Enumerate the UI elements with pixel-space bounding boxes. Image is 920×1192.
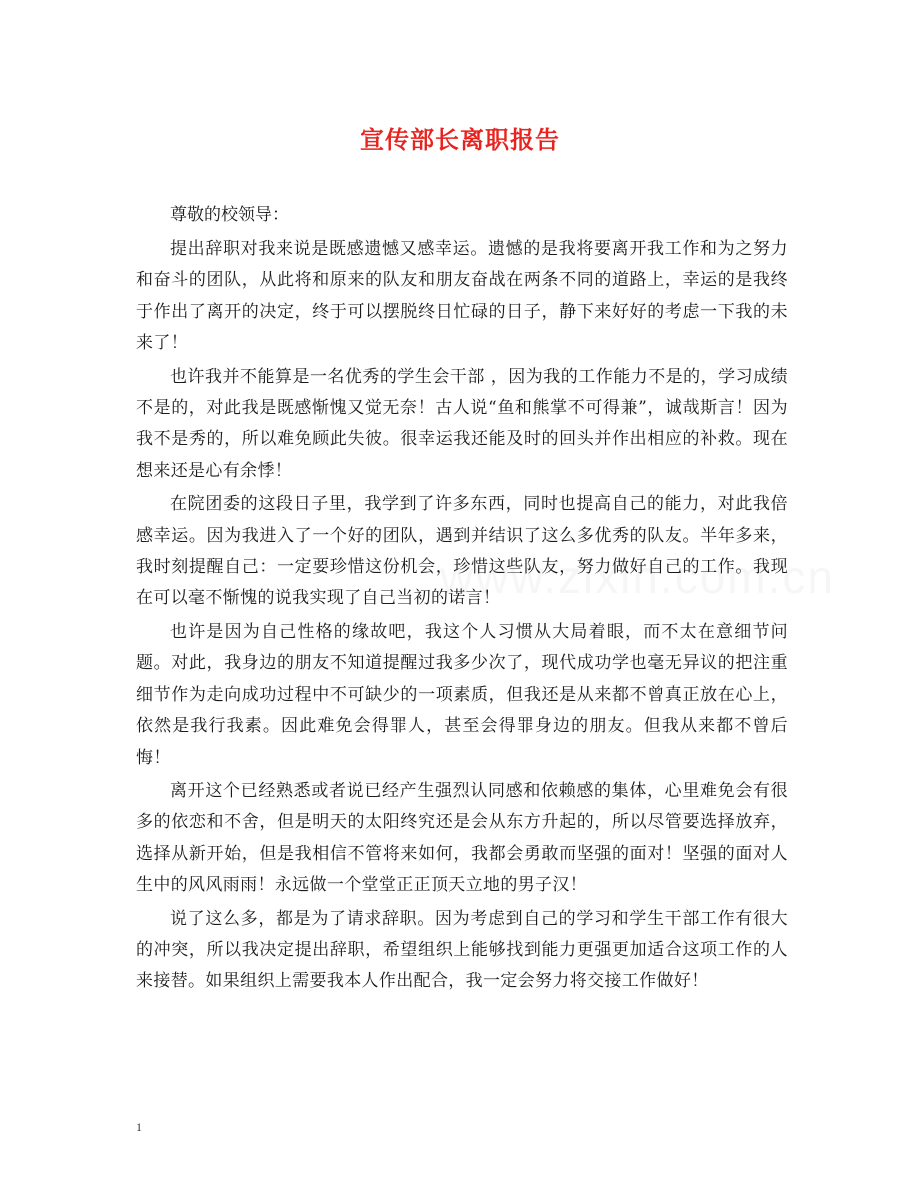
paragraph: 说了这么多，都是为了请求辞职。因为考虑到自己的学习和学生干部工作有很大的冲突，所以我决定提出辞职，希望组织上能够找到能力更强更加适合这项工作的人来接替。如果组织上需要我本人作出配合，我一定会努力将交接工作做好！: [136, 908, 788, 992]
document-body: [136, 234, 788, 1000]
paragraph: 提出辞职对我来说是既感遗憾又感幸运。遗憾的是我将要离开我工作和为之努力和奋斗的团队，从此将和原来的队友和朋友奋战在两条不同的道路上，幸运的是我终于作出了离开的决定，终于可以摆脱终日忙碌的日子，静下来好好的考虑一下我的未来了！: [136, 239, 788, 354]
paragraph: 在院团委的这段日子里，我学到了许多东西，同时也提高自己的能力，对此我倍感幸运。因为我进入了一个好的团队，遇到并结识了这么多优秀的队友。半年多来，我时刻提醒自己：一定要珍惜这份机会，珍惜这些队友，努力做好自己的工作。我现在可以毫不惭愧的说我实现了自己当初的诺言！: [136, 494, 788, 609]
page-number: 1: [136, 1120, 142, 1134]
watermark: [440, 550, 835, 604]
page-title: 宣传部长离职报告: [360, 125, 560, 154]
salutation: 尊敬的校领导：: [170, 205, 289, 225]
paragraph: 离开这个已经熟悉或者说已经产生强烈认同感和依赖感的集体，心里难免会有很多的依恋和不舍，但是明天的太阳终究还是会从东方升起的，所以尽管要选择放弃，选择从新开始，但是我相信不管将来如何，我都会勇敢而坚强的面对！坚强的面对人生中的风风雨雨！永远做一个堂堂正正顶天立地的男子汉！: [136, 780, 788, 896]
paragraph: 也许我并不能算是一名优秀的学生会干部 ，因为我的工作能力不是的，学习成绩不是的，对此我是既感惭愧又觉无奈！古人说“鱼和熊掌不可得兼”，诚哉斯言！因为我不是秀的，所以难免顾此失彼。很幸运我还能及时的回头并作出相应的补救。现在想来还是心有余悸！: [136, 366, 788, 481]
paragraph: 也许是因为自己性格的缘故吧，我这个人习惯从大局着眼，而不太在意细节问题。对此，我身边的朋友不知道提醒过我多少次了，现代成功学也毫无异议的把注重细节作为走向成功过程中不可缺少的一项素质，但我还是从来都不曾真正放在心上，依然是我行我素。因此难免会得罪人，甚至会得罪身边的朋友。但我从来都不曾后悔！: [136, 621, 788, 768]
